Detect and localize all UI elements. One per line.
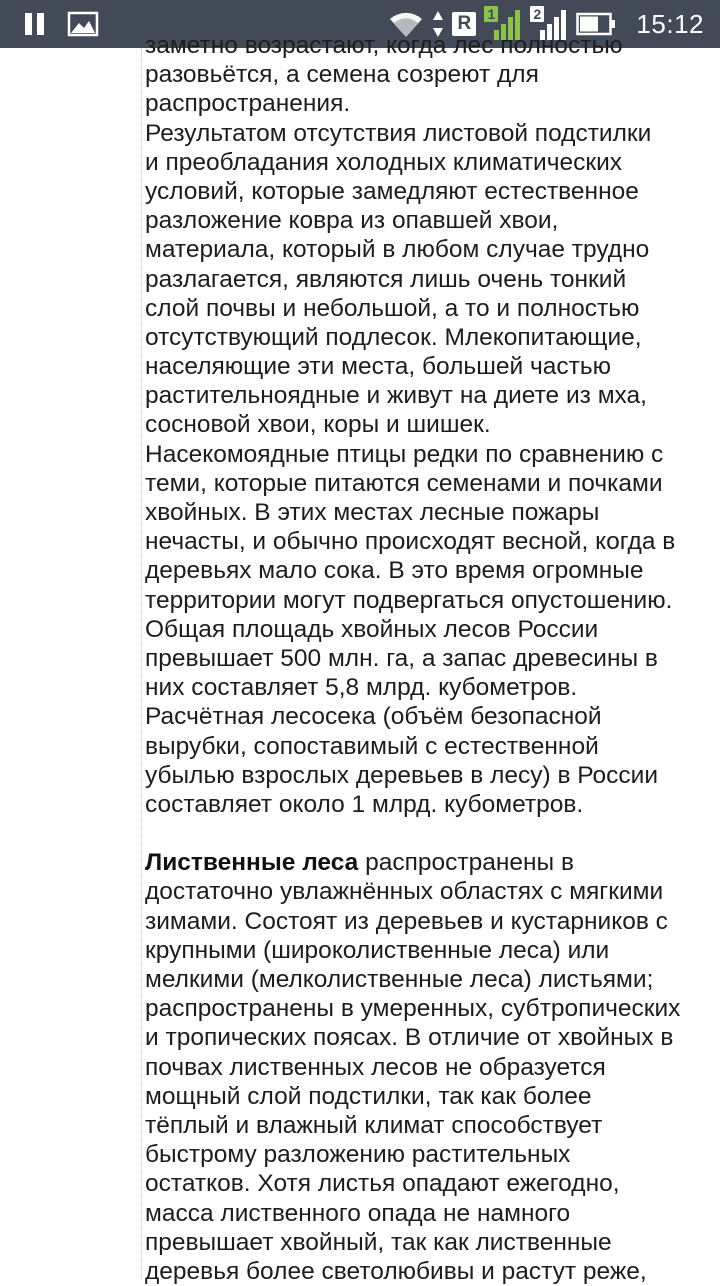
text-line: них составляет 5,8 млрд. кубометров. (145, 674, 578, 702)
text-line: растительноядные и живут на диете из мха, (145, 382, 647, 410)
text-line: зимами. Состоят из деревьев и кустарников с (145, 907, 668, 935)
text-line: мелкими (мелколиственные леса) листьями; (145, 966, 654, 993)
text-line: распространения. (145, 90, 351, 118)
text-line: материала, который в любом случае трудно (145, 236, 650, 264)
text-line: остатков. Хотя листья опадают ежегодно, (145, 1170, 620, 1198)
text-line: Общая площадь хвойных лесов России (145, 615, 599, 643)
text-line: превышает хвойный, так как лиственные (145, 1228, 612, 1256)
text-line: заметно возрастают, когда лес полностью (145, 32, 623, 59)
text-line: достаточно увлажнённых областях с мягкими (145, 878, 664, 906)
paragraph-gap (145, 819, 720, 848)
section-heading-line (145, 848, 720, 877)
article-view[interactable] (0, 32, 720, 1285)
text-line: распространены в умеренных, субтропических (145, 995, 681, 1023)
text-line: хвойных. В этих местах лесные пожары (145, 499, 600, 526)
text-line: Расчётная лесосека (объём безопасной (145, 703, 602, 731)
sim2-label: 2 (530, 6, 544, 22)
margin-divider (141, 48, 142, 1280)
text-line: и преобладания холодных климатических (145, 148, 623, 176)
text-line: превышает 500 млн. га, а запас древесины в (145, 644, 658, 672)
text-line: нечасты, и обычно происходят весной, когда в (145, 528, 676, 556)
text-line: населяющие эти места, большей частью (145, 353, 611, 381)
text-line: вырубки, сопоставимый с естественной (145, 732, 599, 760)
text-line: масса лиственного опада не намного (145, 1199, 571, 1227)
text-line: деревья более светолюбивы и растут реже, (145, 1257, 647, 1285)
text-line: мощный слой подстилки, так как более (145, 1082, 592, 1110)
text-line: Результатом отсутствия листовой подстилки (145, 119, 652, 147)
text-line: деревьях мало сока. В это время огромные (145, 557, 644, 585)
text-line: тёплый и влажный климат способствует (145, 1111, 603, 1139)
sim1-label: 1 (484, 6, 498, 22)
text-line: теми, которые питаются семенами и почками (145, 469, 663, 497)
text-line: условий, которые замедляют естественное (145, 177, 639, 205)
text-line: разложение ковра из опавшей хвои, (145, 207, 559, 235)
text-line: отсутствующий подлесок. Млекопитающие, (145, 323, 642, 351)
text-line: составляет около 1 млрд. кубометров. (145, 790, 584, 818)
text-line: крупными (широколиственные леса) или (145, 936, 610, 964)
status-left-icons (24, 10, 98, 38)
text-line: территории могут подвергаться опустошению. (145, 586, 673, 614)
text-line: быстрому разложению растительных (145, 1141, 571, 1169)
text-fragment: распространены в (358, 849, 574, 877)
text-line: разлагается, являются лишь очень тонкий (145, 265, 627, 293)
pause-icon (24, 13, 46, 35)
text-line: разовьётся, а семена созреют для (145, 61, 539, 89)
text-line: почвах лиственных лесов не образуется (145, 1053, 606, 1081)
section-heading: Лиственные леса (145, 849, 359, 877)
roaming-badge: R (452, 12, 476, 36)
article-text (145, 31, 720, 1286)
status-time: 15:12 (636, 8, 704, 39)
text-line: убылью взрослых деревьев в лесу) в России (145, 761, 659, 789)
text-line: слой почвы и небольшой, а то и полностью (145, 294, 640, 322)
text-line: и тропических поясах. В отличие от хвойных в (145, 1024, 674, 1052)
text-line: Насекомоядные птицы редки по сравнению с (145, 440, 664, 468)
text-line: сосновой хвои, коры и шишек. (145, 411, 491, 439)
image-icon (68, 12, 98, 36)
